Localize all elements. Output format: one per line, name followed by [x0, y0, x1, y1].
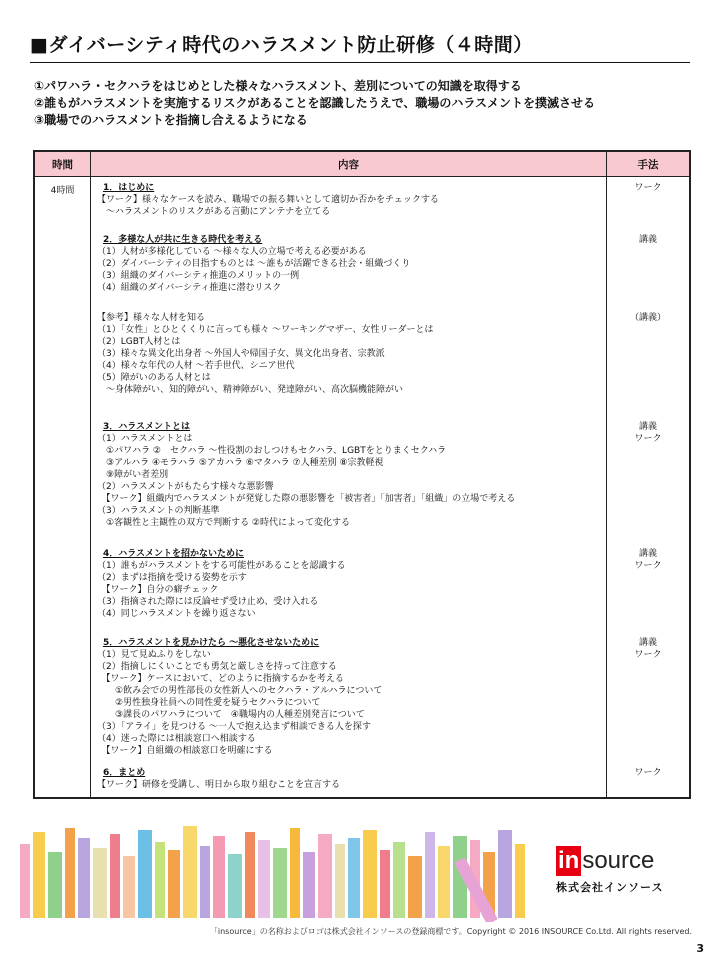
section-line: （3）組織のダイバーシティ推進のメリットの一例: [97, 271, 300, 281]
method-entry: [607, 182, 689, 194]
method-label: 講義: [638, 638, 657, 648]
curriculum-table: [33, 150, 691, 799]
page-number: 3: [696, 942, 704, 955]
insource-logo: [556, 846, 684, 895]
method-label: （講義）: [629, 313, 666, 323]
section-line: （2）LGBT人材とは: [97, 337, 181, 347]
section-line: （4）同じハラスメントを繰り返さない: [97, 609, 256, 619]
book-spine: [425, 832, 435, 918]
method-label: ワーク: [634, 561, 662, 571]
section-line: 【ワーク】ケースにおいて、どのように指摘するかを考える: [97, 674, 344, 684]
objectives-list: [34, 78, 595, 129]
section-line: （1）人材が多様化している ～様々な人の立場で考える必要がある: [97, 247, 367, 257]
header-time: 時間: [35, 152, 91, 176]
section-line: ～ハラスメントのリスクがある言動にアンテナを立てる: [97, 207, 331, 217]
title-rule: [30, 62, 690, 63]
section-line: ①飲み会での男性部長の女性新人へのセクハラ・アルハラについて: [97, 686, 383, 696]
method-label: ワーク: [634, 650, 662, 660]
logo-mark-highlight: in: [558, 847, 580, 874]
book-spine: [335, 844, 345, 918]
table-header: [35, 152, 689, 177]
logo-company-name: 株式会社インソース: [556, 881, 664, 894]
content-section: [97, 637, 602, 757]
section-line: （4）様々な年代の人材 ～若手世代、シニア世代: [97, 361, 295, 371]
section-line: ①客観性と主観性の双方で判断する ②時代によって変化する: [97, 518, 350, 528]
method-label: 講義: [638, 235, 657, 245]
section-line: （5）障がいのある人材とは: [97, 373, 211, 383]
book-spine: [168, 850, 180, 918]
book-spine: [393, 842, 405, 918]
copyright-footer: 「insource」の名称およびロゴは株式会社インソースの登録商標です。Copyright © 2016 INSOURCE Co.Ltd. All rights reserved.: [209, 927, 692, 936]
section-line: （2）まずは指摘を受ける姿勢を示す: [97, 573, 247, 583]
section-heading: 1．はじめに: [103, 183, 155, 193]
book-spine: [245, 832, 255, 918]
section-heading: 6．まとめ: [103, 768, 146, 778]
logo-mark-rest: source: [582, 847, 655, 874]
book-spine: [498, 830, 512, 918]
section-heading: 5．ハラスメントを見かけたら ～悪化させないために: [103, 638, 320, 648]
section-line: ～身体障がい、知的障がい、精神障がい、発達障がい、高次脳機能障がい: [97, 385, 404, 395]
section-line: （1）ハラスメントとは: [97, 434, 193, 444]
book-spine: [408, 856, 422, 918]
section-line: （3）「アライ」を見つける ～一人で抱え込まず相談できる人を探す: [97, 722, 371, 732]
book-spine: [213, 836, 225, 918]
section-line: （3）指摘された際には反論せず受け止め、受け入れる: [97, 597, 319, 607]
objective-item: ②誰もがハラスメントを実施するリスクがあることを認識したうえで、職場のハラスメントを撲滅させる: [34, 96, 595, 110]
book-spine: [20, 844, 30, 918]
method-entry: [607, 767, 689, 779]
method-entry: [607, 637, 689, 661]
book-spine: [155, 842, 165, 918]
section-line: （2）ダイバーシティの目指すものとは ～誰もが活躍できる社会・組織づくり: [97, 259, 411, 269]
objective-item: ③職場でのハラスメントを指摘し合えるようになる: [34, 113, 308, 127]
book-spine: [110, 834, 120, 918]
section-heading: 4．ハラスメントを招かないために: [103, 549, 244, 559]
section-line: （2）ハラスメントがもたらす様々な悪影響: [97, 482, 274, 492]
book-spine: [273, 848, 287, 918]
book-spine: [183, 826, 197, 918]
section-line: ②男性独身社員への同性愛を疑うセクハラについて: [97, 698, 321, 708]
book-spine: [348, 838, 360, 918]
section-heading: 3．ハラスメントとは: [103, 422, 190, 432]
time-cell: 4時間: [35, 177, 91, 797]
section-line: ③課長のパワハラについて ④職場内の人種差別発言について: [97, 710, 365, 720]
book-spine: [258, 840, 270, 918]
table-body: [35, 177, 689, 797]
section-line: （3）ハラスメントの判断基準: [97, 506, 220, 516]
objective-item: ①パワハラ・セクハラをはじめとした様々なハラスメント、差別についての知識を取得する: [34, 79, 522, 93]
content-section: [97, 548, 602, 620]
section-line: （1）誰もがハラスメントをする可能性があることを認識する: [97, 561, 346, 571]
book-spine: [228, 854, 242, 918]
section-line: 【参考】様々な人材を知る: [97, 313, 206, 323]
book-spine: [290, 828, 300, 918]
header-content: 内容: [91, 152, 607, 176]
logo-mark: [556, 846, 684, 876]
content-cell: [91, 177, 607, 797]
content-section: [97, 182, 602, 218]
book-spine: [380, 850, 390, 918]
content-section: [97, 421, 602, 529]
section-line: （4）組織のダイバーシティ推進に潜むリスク: [97, 283, 282, 293]
content-section: [97, 312, 602, 396]
method-label: 講義: [638, 549, 657, 559]
section-line: （1）見て見ぬふりをしない: [97, 650, 211, 660]
section-line: ①パワハラ ② セクハラ ～性役割のおしつけもセクハラ、LGBTをとりまくセクハラ: [97, 446, 447, 456]
method-label: ワーク: [634, 183, 662, 193]
book-spine: [65, 828, 75, 918]
book-spine: [93, 848, 107, 918]
book-spine: [363, 830, 377, 918]
method-label: ワーク: [634, 768, 662, 778]
section-line: 【ワーク】自組織の相談窓口を明確にする: [97, 746, 273, 756]
section-line: （1）「女性」とひとくくりに言っても様々 ～ワーキングマザー、女性リーダーとは: [97, 325, 434, 335]
section-line: 【ワーク】様々なケースを読み、職場での振る舞いとして適切か否かをチェックする: [97, 195, 439, 205]
book-spine: [515, 844, 525, 918]
method-cell: [607, 177, 689, 797]
book-spine: [303, 852, 315, 918]
section-line: （4）迷った際には相談窓口へ相談する: [97, 734, 256, 744]
section-line: 【ワーク】組織内でハラスメントが発覚した際の悪影響を「被害者」「加害者」「組織」の立場で考える: [97, 494, 516, 504]
book-spine: [318, 834, 332, 918]
section-line: ⑨障がい者差別: [97, 470, 169, 480]
book-spine: [123, 856, 135, 918]
method-entry: [607, 234, 689, 246]
section-line: （2）指摘しにくいことでも勇気と厳しさを持って注意する: [97, 662, 337, 672]
section-line: ③アルハラ ④モラハラ ⑤アカハラ ⑥マタハラ ⑦人種差別 ⑧宗教軽視: [97, 458, 384, 468]
book-spine: [33, 832, 45, 918]
header-method: 手法: [637, 158, 659, 171]
method-entry: [607, 312, 689, 324]
section-heading: 2．多様な人が共に生きる時代を考える: [103, 235, 263, 245]
books-illustration: [0, 826, 560, 922]
method-label: ワーク: [634, 434, 662, 444]
section-line: 【ワーク】自分の癖チェック: [97, 585, 219, 595]
section-line: （3）様々な異文化出身者 ～外国人や帰国子女、異文化出身者、宗教派: [97, 349, 385, 359]
page-title: ■ダイバーシティ時代のハラスメント防止研修（４時間）: [30, 34, 533, 56]
book-spine: [438, 846, 450, 918]
section-line: 【ワーク】研修を受講し、明日から取り組むことを宣言する: [97, 780, 341, 790]
method-entry: [607, 421, 689, 445]
content-section: [97, 234, 602, 294]
book-spine: [138, 830, 152, 918]
method-entry: [607, 548, 689, 572]
book-spine: [48, 852, 62, 918]
content-section: [97, 767, 602, 791]
book-spine: [200, 846, 210, 918]
method-label: 講義: [638, 422, 657, 432]
book-spine: [78, 838, 90, 918]
